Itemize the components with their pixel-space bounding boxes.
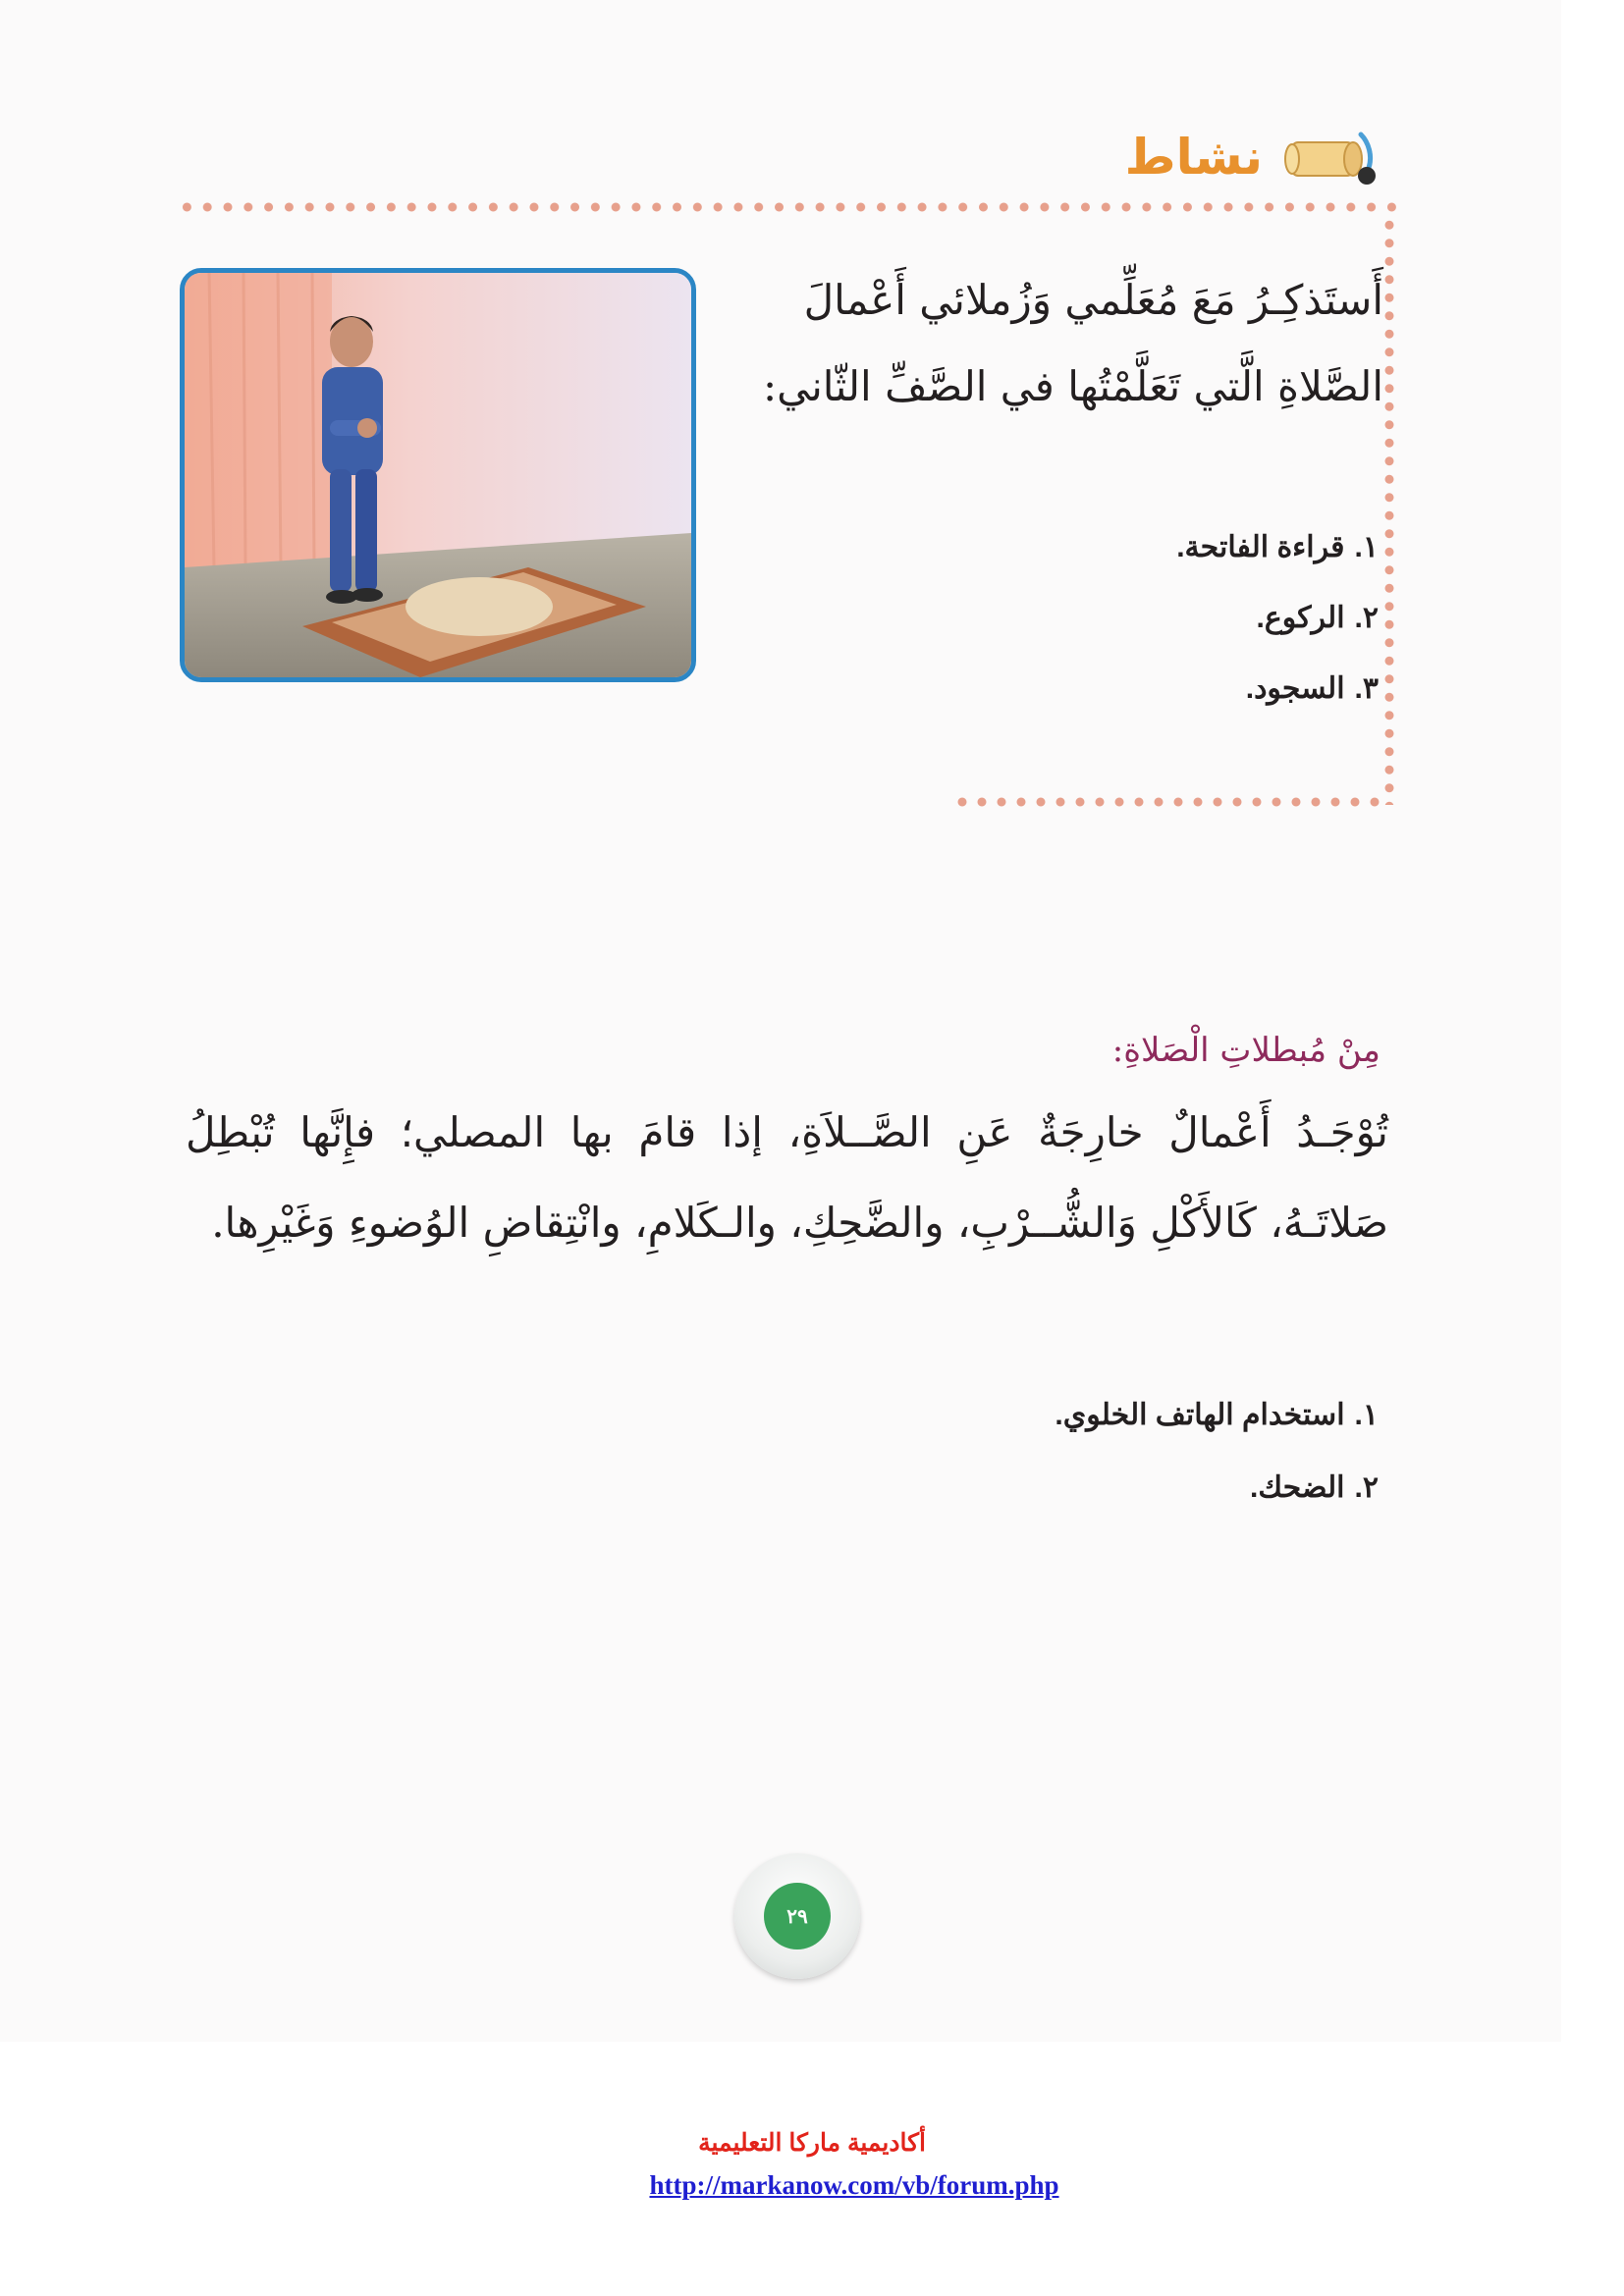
list-item (691, 1379, 1379, 1452)
activity-intro (618, 257, 1383, 430)
prayer-photo-illustration (185, 273, 691, 677)
activity-list (789, 512, 1379, 724)
footer-link[interactable]: http://markanow.com/vb/forum.php (649, 2170, 1059, 2200)
dotted-frame-top (177, 202, 1404, 212)
invalidators-heading: مِنْ مُبطلاتِ الْصَلاةِ: (1111, 1031, 1380, 1070)
invalidators-list (691, 1379, 1379, 1524)
activity-header (1125, 123, 1379, 191)
dotted-frame-right (1384, 216, 1394, 805)
prayer-photo (180, 268, 696, 682)
list-item-number: ١. (1354, 1399, 1379, 1431)
activity-title: نشاط (1124, 129, 1263, 186)
list-item (789, 512, 1379, 583)
list-item-text: الضحك. (1250, 1471, 1345, 1504)
page-number-badge (734, 1853, 860, 1979)
list-item-number: ٢. (1354, 602, 1379, 634)
list-item (691, 1452, 1379, 1524)
dotted-frame-bottom (952, 797, 1384, 807)
page-number: ٢٩ (764, 1883, 831, 1949)
activity-intro-line-1: أَستَذكِـرُ مَعَ مُعَلِّمي وَزُملائي أَعْمالَ (803, 276, 1383, 324)
list-item-text: استخدام الهاتف الخلوي. (1055, 1399, 1345, 1431)
invalidators-paragraph: تُوْجَـدُ أَعْمالٌ خارِجَةٌ عَنِ الصَّــلاَةِ، إذا قامَ بها المصلي؛ فإِنَّها تُبْطِلُ صَلاتَـهُ، كَالأَكْلِ وَالشُّــرْبِ، والضَّحِكِ، والـكَلامِ، وانْتِقاضِ الوُضوءِ وَغَيْرِها. (186, 1108, 1388, 1247)
activity-intro-line-2: الصَّلاةِ الَّتي تَعَلَّمْتُها في الصَّفِّ الثّاني: (762, 362, 1383, 410)
list-item (789, 654, 1379, 724)
scroll-icon (1271, 123, 1379, 191)
list-item-number: ٣. (1354, 672, 1379, 705)
footer-site-name: أكاديمية ماركا التعليمية (698, 2129, 926, 2157)
list-item-text: الركوع. (1256, 602, 1345, 634)
list-item-number: ٢. (1354, 1471, 1379, 1504)
list-item-text: السجود. (1245, 672, 1345, 705)
list-item-number: ١. (1354, 531, 1379, 563)
list-item-text: قراءة الفاتحة. (1176, 531, 1345, 563)
list-item (789, 583, 1379, 654)
